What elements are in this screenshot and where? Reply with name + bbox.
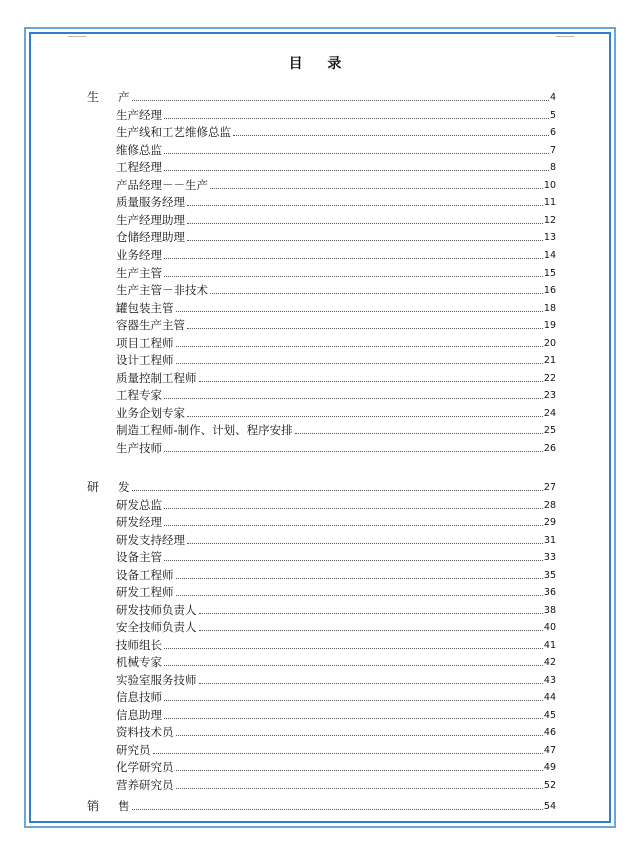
toc-entry[interactable] <box>116 282 556 298</box>
page-number: 12 <box>543 214 556 226</box>
toc-entry-label: 安全技师负责人 <box>116 620 197 634</box>
toc-entry-label: 设计工程师 <box>116 353 174 368</box>
page-number: 23 <box>543 390 556 402</box>
section-heading-char: 生 <box>87 90 100 104</box>
leader-dots <box>176 578 543 579</box>
toc-entry[interactable] <box>116 440 556 456</box>
leader-dots <box>187 328 543 329</box>
toc-entry-label: 资料技术员 <box>116 725 174 739</box>
leader-dots <box>199 613 543 614</box>
page-number: 29 <box>543 517 556 528</box>
leader-dots <box>164 700 543 701</box>
leader-dots <box>176 595 543 596</box>
page-number: 8 <box>549 162 556 174</box>
toc-entry[interactable] <box>116 602 556 618</box>
page-number: 15 <box>543 267 556 279</box>
toc-entry-label: 研发经理 <box>116 515 162 529</box>
toc-entry[interactable] <box>116 405 556 421</box>
section-heading-label: 售 <box>118 799 130 813</box>
toc-entry[interactable] <box>116 759 556 775</box>
toc-entry-label: 生产主管 <box>116 265 162 280</box>
toc-entry[interactable] <box>116 689 556 705</box>
toc-entry[interactable] <box>116 212 556 228</box>
toc-entry[interactable] <box>116 514 556 530</box>
page-number: 28 <box>543 499 556 511</box>
section-heading-char: 销 <box>87 799 100 813</box>
leader-dots <box>132 490 543 491</box>
page-number: 10 <box>543 179 556 191</box>
toc-entry[interactable] <box>116 567 556 583</box>
toc-entry-label: 项目工程师 <box>116 335 174 350</box>
leader-dots <box>164 665 543 666</box>
leader-dots <box>164 560 543 561</box>
toc-entry-label: 工程专家 <box>116 388 162 403</box>
leader-dots <box>164 153 549 154</box>
leader-dots <box>187 223 543 224</box>
toc-entry[interactable] <box>116 352 556 368</box>
leader-dots <box>295 433 543 434</box>
leader-dots <box>210 188 543 189</box>
leader-dots <box>199 630 543 631</box>
toc-entry[interactable] <box>116 370 556 386</box>
leader-dots <box>164 258 543 259</box>
page-number: 11 <box>543 197 556 209</box>
leader-dots <box>176 346 543 347</box>
page-number: 4 <box>549 92 556 103</box>
toc-entry-label: 研发工程师 <box>116 585 174 599</box>
toc-entry-label: 仓储经理助理 <box>116 230 185 245</box>
page-number: 7 <box>549 144 556 156</box>
page-number: 42 <box>543 657 556 668</box>
toc-entry-label: 研发支持经理 <box>116 532 185 547</box>
leader-dots <box>176 788 543 789</box>
toc-entry-label: 工程经理 <box>116 160 162 175</box>
toc-entry[interactable] <box>116 142 556 158</box>
toc-entry[interactable] <box>116 159 556 175</box>
leader-dots <box>187 240 543 241</box>
toc-entry[interactable] <box>116 707 556 723</box>
toc-entry[interactable] <box>116 532 556 548</box>
leader-dots <box>233 135 549 136</box>
toc-entry-label: 质量服务经理 <box>116 195 185 210</box>
toc-entry-label: 容器生产主管 <box>116 318 185 333</box>
toc-entry[interactable] <box>116 317 556 333</box>
toc-entry[interactable] <box>116 549 556 565</box>
toc-entry-label: 生产主管－非技术 <box>116 283 208 298</box>
toc-entry[interactable] <box>116 387 556 403</box>
toc-entry-label: 信息技师 <box>116 690 162 704</box>
leader-dots <box>164 508 543 509</box>
section-heading-char: 研 <box>87 480 100 494</box>
toc-entry-label: 生产经理助理 <box>116 212 185 227</box>
leader-dots <box>210 293 543 294</box>
toc-entry[interactable] <box>116 672 556 688</box>
leader-dots <box>164 718 543 719</box>
page-number: 52 <box>543 779 556 791</box>
toc-entry[interactable] <box>116 300 556 316</box>
toc-section-row[interactable] <box>118 89 556 105</box>
page-number: 25 <box>543 425 556 437</box>
page-number: 22 <box>543 372 556 384</box>
leader-dots <box>176 311 543 312</box>
toc-entry-label: 制造工程师-制作、计划、程序安排 <box>116 423 293 438</box>
leader-dots <box>132 100 549 101</box>
page-number: 6 <box>549 127 556 139</box>
page-number: 43 <box>543 674 556 686</box>
page-number: 26 <box>543 443 556 454</box>
toc-entry[interactable] <box>116 194 556 210</box>
toc-entry-label: 质量控制工程师 <box>116 370 197 385</box>
page-number: 16 <box>543 285 556 297</box>
toc-entry-label: 业务经理 <box>116 247 162 262</box>
leader-dots <box>176 770 543 771</box>
toc-entry-label: 化学研究员 <box>116 760 174 774</box>
page-number: 38 <box>543 604 556 616</box>
page-number: 21 <box>543 355 556 367</box>
toc-entry-label: 技师组长 <box>116 637 162 652</box>
toc-entry-label: 生产经理 <box>116 107 162 122</box>
page-number: 40 <box>543 622 556 633</box>
toc-entry-label: 研究员 <box>116 742 151 757</box>
leader-dots <box>176 735 543 736</box>
page-number: 14 <box>543 249 556 261</box>
leader-dots <box>199 683 543 684</box>
toc-entry[interactable] <box>116 637 556 653</box>
page-number: 13 <box>543 232 556 244</box>
toc-entry-label: 生产技师 <box>116 441 162 455</box>
page-number: 44 <box>543 692 556 703</box>
toc-entry[interactable] <box>116 229 556 245</box>
toc-entry-label: 研发技师负责人 <box>116 602 197 617</box>
page-number: 18 <box>543 302 556 314</box>
page-number: 5 <box>549 109 556 121</box>
toc-entry[interactable] <box>116 724 556 740</box>
toc-entry-label: 生产线和工艺维修总监 <box>116 125 231 140</box>
toc-entry-label: 信息助理 <box>116 707 162 722</box>
page-number: 54 <box>543 801 556 812</box>
page-number: 46 <box>543 727 556 738</box>
toc-entry[interactable] <box>116 177 556 193</box>
page-number: 36 <box>543 587 556 598</box>
leader-dots <box>153 753 543 754</box>
page-number: 35 <box>543 569 556 581</box>
page-number: 45 <box>543 709 556 721</box>
toc-entry-label: 实验室服务技师 <box>116 672 197 687</box>
leader-dots <box>187 543 543 544</box>
toc-entry[interactable] <box>116 335 556 351</box>
leader-dots <box>164 648 543 649</box>
toc-entry[interactable] <box>116 247 556 263</box>
leader-dots <box>187 416 543 417</box>
leader-dots <box>164 451 543 452</box>
toc-title: 目 录 <box>288 56 352 72</box>
leader-dots <box>187 205 543 206</box>
page-number: 33 <box>543 552 556 563</box>
leader-dots <box>176 363 543 364</box>
page-number: 20 <box>543 337 556 349</box>
toc-entry[interactable] <box>116 619 556 635</box>
toc-entry-label: 研发总监 <box>116 497 162 512</box>
toc-entry[interactable] <box>116 654 556 670</box>
toc-section-row[interactable] <box>118 798 556 814</box>
toc-entry[interactable] <box>116 777 556 793</box>
toc-entry[interactable] <box>116 265 556 281</box>
leader-dots <box>199 381 543 382</box>
toc-entry-label: 机械专家 <box>116 655 162 669</box>
toc-entry[interactable] <box>116 497 556 513</box>
leader-dots <box>164 276 543 277</box>
toc-entry-label: 产品经理－－生产 <box>116 177 208 192</box>
toc-entry-label: 维修总监 <box>116 142 162 157</box>
page-number: 31 <box>543 534 556 546</box>
leader-dots <box>164 118 549 119</box>
toc-entry[interactable] <box>116 422 556 438</box>
leader-dots <box>164 525 543 526</box>
toc-entry[interactable] <box>116 742 556 758</box>
toc-entry[interactable] <box>116 584 556 600</box>
page-number: 41 <box>543 639 556 651</box>
toc-entry[interactable] <box>116 107 556 123</box>
leader-dots <box>164 398 543 399</box>
toc-entry-label: 设备工程师 <box>116 567 174 582</box>
page-number: 27 <box>543 482 556 493</box>
leader-dots <box>132 809 543 810</box>
section-heading-label: 产 <box>118 90 130 104</box>
toc-entry-label: 业务企划专家 <box>116 405 185 420</box>
leader-dots <box>164 170 549 171</box>
toc-entry-label: 罐包装主管 <box>116 300 174 315</box>
page-number: 24 <box>543 407 556 419</box>
page-number: 49 <box>543 762 556 773</box>
toc-entry[interactable] <box>116 124 556 140</box>
page-number: 19 <box>543 320 556 332</box>
toc-entry-label: 营养研究员 <box>116 777 174 792</box>
section-heading-label: 发 <box>118 480 130 494</box>
toc-section-row[interactable] <box>118 479 556 495</box>
page-number: 47 <box>543 744 556 756</box>
toc-entry-label: 设备主管 <box>116 550 162 564</box>
